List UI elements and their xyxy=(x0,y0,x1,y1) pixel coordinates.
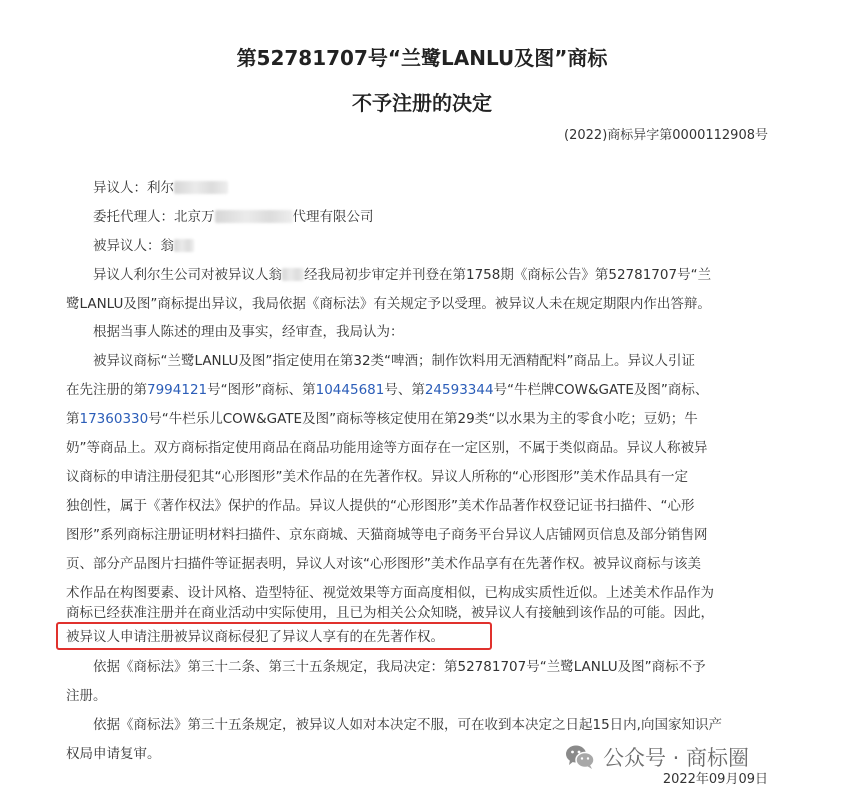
decision-title-line2: 不予注册的决定 xyxy=(352,91,492,115)
paragraph3-line7: 图形”系列商标注册证明材料扫描件、京东商城、天猫商城等电子商务平台异议人店铺网页信息及部分销售网 xyxy=(66,527,708,543)
agent-name-part1: 北京万 xyxy=(174,209,215,225)
p3-text: 号“牛栏牌COW&GATE及图”商标、 xyxy=(493,382,709,398)
p3-text: 号“牛栏乐儿COW&GATE及图”商标等核定使用在第29类“以水果为主的零食小吃；豆奶；牛 xyxy=(148,411,698,427)
paragraph3-line10: 商标已经获准注册并在商业活动中实际使用，且已为相关公众知晓，被异议人有接触到该作品的可能。因此， xyxy=(66,605,714,621)
p3-text: 在先注册的第 xyxy=(66,382,147,398)
registration-link-17360330[interactable]: 17360330 xyxy=(79,411,149,427)
agent-label: 委托代理人： xyxy=(93,209,174,225)
paragraph1-line1 xyxy=(93,266,711,284)
decision-title-line1: 第52781707号“兰鹭LANLU及图”商标 xyxy=(236,46,608,70)
paragraph4-line2: 注册。 xyxy=(66,688,107,704)
paragraph3-line6: 独创性，属于《著作权法》保护的作品。异议人提供的“心形图形”美术作品著作权登记证书扫描件、“心形 xyxy=(66,498,695,514)
document-number: (2022)商标异字第0000112908号 xyxy=(564,128,768,143)
paragraph5-line1: 依据《商标法》第三十五条规定，被异议人如对本决定不服，可在收到本决定之日起15日内,向国家知识产 xyxy=(93,717,722,733)
p1-text-b: 经我局初步审定并刊登在第1758期《商标公告》第52781707号“兰 xyxy=(304,267,712,283)
respondent-label: 被异议人： xyxy=(93,238,161,254)
decision-date: 2022年09月09日 xyxy=(662,772,768,787)
agent-name-part2: 代理有限公司 xyxy=(292,209,374,225)
redaction-blur xyxy=(174,181,228,194)
objector-name: 利尔 xyxy=(147,180,174,196)
highlight-box xyxy=(56,622,492,650)
redaction-blur xyxy=(282,268,304,281)
paragraph3-line5: 议商标的申请注册侵犯其“心形图形”美术作品的在先著作权。异议人所称的“心形图形”美术作品具有一定 xyxy=(66,469,688,485)
paragraph1-line2: 鹭LANLU及图”商标提出异议，我局依据《商标法》有关规定予以受理。被异议人未在规定期限内作出答辩。 xyxy=(66,296,711,312)
watermark-text: 公众号 · 商标圈 xyxy=(603,746,750,770)
objector-line xyxy=(93,179,228,197)
p3-text: 第 xyxy=(66,411,80,427)
respondent-name: 翁 xyxy=(160,238,174,254)
paragraph3-line9: 术作品在构图要素、设计风格、造型特征、视觉效果等方面高度相似，已构成实质性近似。上述美术作品作为 xyxy=(66,585,714,601)
paragraph3-line4: 奶”等商品上。双方商标指定使用商品在商品功能用途等方面存在一定区别，不属于类似商品。异议人称被异 xyxy=(66,440,708,456)
paragraph3-line3 xyxy=(66,410,698,428)
paragraph3-line2 xyxy=(66,381,708,399)
objector-label: 异议人： xyxy=(93,180,147,196)
paragraph2: 根据当事人陈述的理由及事实，经审查，我局认为： xyxy=(93,324,404,340)
paragraph5-line2: 权局申请复审。 xyxy=(66,746,161,762)
registration-link-10445681[interactable]: 10445681 xyxy=(315,382,385,398)
redaction-blur xyxy=(215,210,293,223)
wechat-icon xyxy=(565,744,595,770)
p1-text-a: 异议人利尔生公司对被异议人翁 xyxy=(93,267,282,283)
respondent-line xyxy=(93,237,194,255)
p3-text: 号、第 xyxy=(384,382,425,398)
agent-line xyxy=(93,208,374,226)
paragraph3-line11-highlighted: 被异议人申请注册被异议商标侵犯了异议人享有的在先著作权。 xyxy=(66,629,444,645)
registration-link-24593344[interactable]: 24593344 xyxy=(424,382,494,398)
paragraph4-line1: 依据《商标法》第三十二条、第三十五条规定，我局决定：第52781707号“兰鹭LANLU及图”商标不予 xyxy=(93,659,706,675)
registration-link-7994121[interactable]: 7994121 xyxy=(147,382,208,398)
paragraph3-line1: 被异议商标“兰鹭LANLU及图”指定使用在第32类“啤酒；制作饮料用无酒精配料”商品上。异议人引证 xyxy=(93,353,696,369)
p3-text: 号“图形”商标、第 xyxy=(207,382,316,398)
redaction-blur xyxy=(174,239,194,252)
paragraph3-line8: 页、部分产品图片扫描件等证据表明，异议人对该“心形图形”美术作品享有在先著作权。被异议商标与该美 xyxy=(66,556,701,572)
